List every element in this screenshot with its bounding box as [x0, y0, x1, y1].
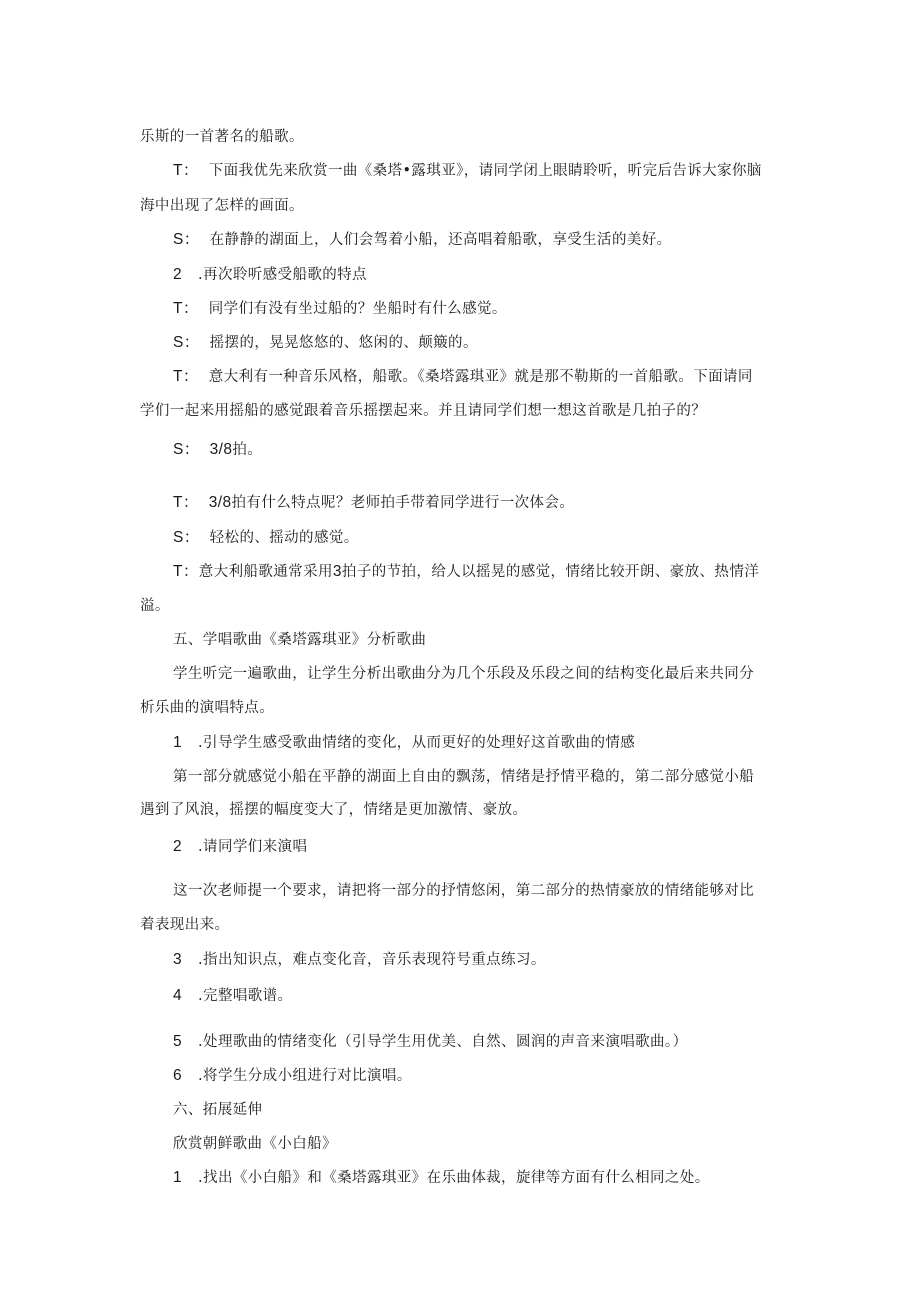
- line-text: .处理歌曲的情绪变化（引导学生用优美、自然、圆润的声音来演唱歌曲。）: [198, 1034, 688, 1050]
- line-text: 意大利船歌通常采用: [198, 564, 333, 580]
- paragraph-line: 欣赏朝鲜歌曲《小白船》: [173, 1136, 337, 1152]
- line-text: .请同学们来演唱: [198, 839, 308, 855]
- item-number: 6: [173, 1067, 183, 1084]
- line-text: 拍子的节拍，给人以摇晃的感觉，情绪比较开朗、豪放、热情洋: [341, 564, 760, 580]
- paragraph-line: 遇到了风浪，摇摆的幅度变大了，情绪是更加激情、豪放。: [140, 802, 528, 818]
- numbered-item: [173, 265, 367, 285]
- numbered-item: [173, 1032, 688, 1052]
- numbered-item: [173, 950, 546, 970]
- line-text: 摇摆的，晃晃悠悠的、悠闲的、颠簸的。: [209, 335, 478, 351]
- item-number: 2: [173, 838, 183, 855]
- item-number: 5: [173, 1033, 183, 1050]
- time-signature: 3/8: [209, 441, 233, 458]
- line-text: .找出《小白船》和《桑塔露琪亚》在乐曲体裁，旋律等方面有什么相同之处。: [198, 1170, 710, 1186]
- speaker-label: S：: [173, 441, 200, 458]
- numbered-item: [173, 1066, 412, 1086]
- speaker-label: T：: [173, 162, 199, 179]
- dialogue-line: [173, 367, 753, 387]
- item-number: 1: [173, 734, 183, 751]
- speaker-label: S：: [173, 529, 200, 546]
- section-heading: 五、学唱歌曲《桑塔露琪亚》分析歌曲: [173, 632, 427, 648]
- dialogue-line: [173, 299, 507, 319]
- paragraph-line: 着表现出来。: [140, 917, 230, 933]
- line-text: 意大利有一种音乐风格，船歌。《桑塔露琪亚》就是那不勒斯的一首船歌。下面请同: [208, 369, 753, 385]
- dialogue-line: [173, 440, 262, 460]
- dialogue-line: [173, 333, 478, 353]
- dialogue-line: [173, 230, 672, 250]
- paragraph-line: 这一次老师提一个要求，请把将一部分的抒情悠闲，第二部分的热情豪放的情绪能够对比: [173, 883, 755, 899]
- speaker-label: T：: [173, 563, 199, 580]
- dialogue-line: [173, 161, 762, 181]
- numbered-item: [173, 986, 292, 1006]
- dialogue-line: [173, 562, 759, 582]
- paragraph-line: 学生听完一遍歌曲，让学生分析出歌曲分为几个乐段及乐段之间的结构变化最后来共同分: [173, 666, 755, 682]
- paragraph-line: 学们一起来用摇船的感觉跟着音乐摇摆起来。并且请同学们想一想这首歌是几拍子的？: [140, 403, 707, 419]
- item-number: 2: [173, 266, 183, 283]
- line-text: 轻松的、摇动的感觉。: [209, 530, 359, 546]
- line-text: .完整唱歌谱。: [198, 988, 293, 1004]
- dialogue-line: [173, 493, 574, 513]
- paragraph-line: 析乐曲的演唱特点。: [140, 700, 275, 716]
- section-heading: 六、拓展延伸: [173, 1102, 263, 1118]
- line-text: .引导学生感受歌曲情绪的变化，从而更好的处理好这首歌曲的情感: [198, 735, 636, 751]
- speaker-label: T：: [173, 494, 199, 511]
- speaker-label: S：: [173, 231, 200, 248]
- line-text: .指出知识点，难点变化音，音乐表现符号重点练习。: [198, 952, 546, 968]
- numbered-item: [173, 733, 635, 753]
- line-text: 同学们有没有坐过船的？坐船时有什么感觉。: [208, 301, 507, 317]
- line-text: 拍有什么特点呢？老师拍手带着同学进行一次体会。: [231, 495, 575, 511]
- beat-number: 3: [332, 563, 342, 580]
- numbered-item: [173, 837, 307, 857]
- line-text: .再次聆听感受船歌的特点: [198, 267, 367, 283]
- item-number: 4: [173, 987, 183, 1004]
- dialogue-line: [173, 528, 359, 548]
- item-number: 3: [173, 951, 183, 968]
- paragraph-line: 乐斯的一首著名的船歌。: [140, 129, 304, 145]
- speaker-label: T：: [173, 368, 199, 385]
- line-text: 下面我优先来欣赏一曲《桑塔•露琪亚》，请同学闭上眼睛聆听，听完后告诉大家你脑: [208, 163, 762, 179]
- item-number: 1: [173, 1169, 183, 1186]
- paragraph-line: 第一部分就感觉小船在平静的湖面上自由的飘荡，情绪是抒情平稳的，第二部分感觉小船: [173, 769, 755, 785]
- line-text: 在静静的湖面上，人们会驾着小船，还高唱着船歌，享受生活的美好。: [209, 232, 672, 248]
- line-text: 拍。: [232, 442, 263, 458]
- paragraph-line: 海中出现了怎样的画面。: [140, 198, 304, 214]
- speaker-label: T：: [173, 300, 199, 317]
- speaker-label: S：: [173, 334, 200, 351]
- line-text: .将学生分成小组进行对比演唱。: [198, 1068, 412, 1084]
- paragraph-line: 溢。: [140, 598, 170, 614]
- numbered-item: [173, 1168, 710, 1188]
- time-signature: 3/8: [208, 494, 232, 511]
